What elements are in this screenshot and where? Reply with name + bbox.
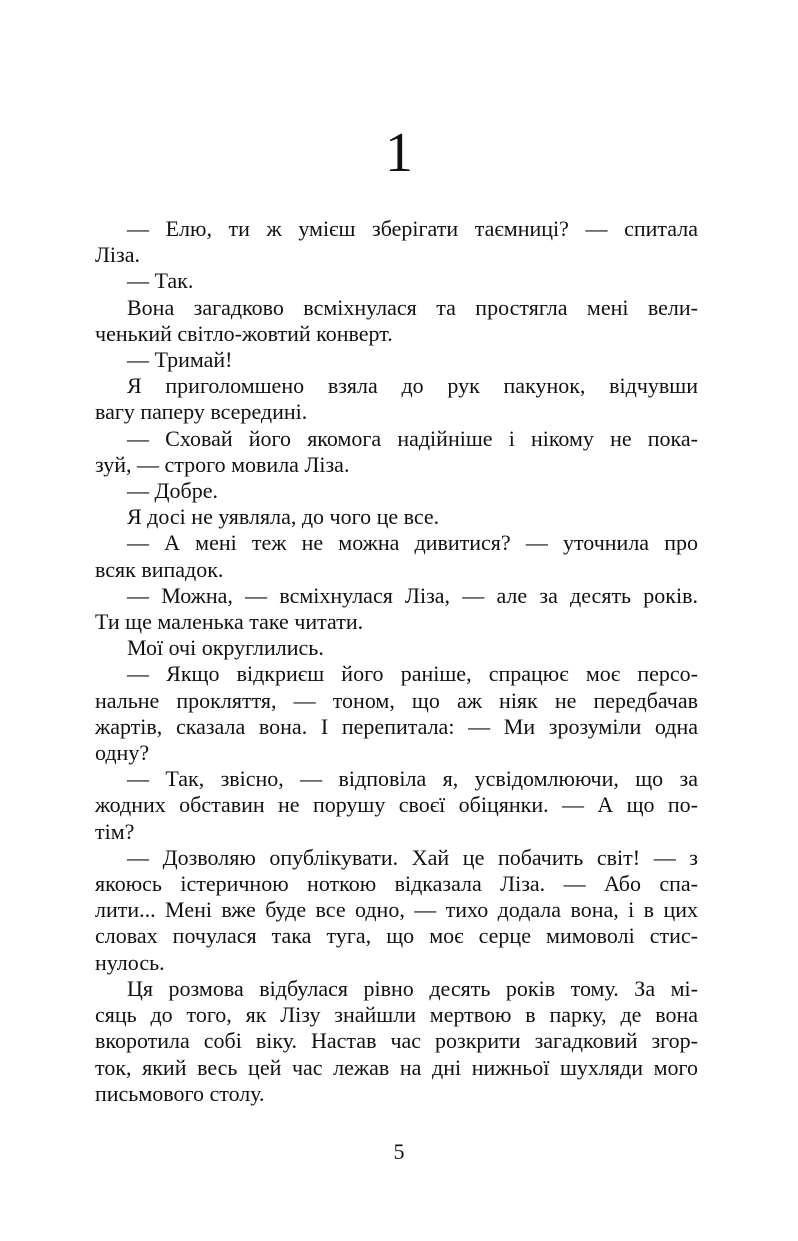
text-line: Вона загадково всміхнулася та простягла мені вели- (127, 294, 698, 320)
text-line: — Тримай! (127, 347, 233, 373)
chapter-number: 1 (385, 122, 413, 184)
text-line: — Якщо відкриєш його раніше, спрацює моє персо- (127, 661, 698, 687)
paragraph (95, 216, 698, 268)
paragraph (95, 976, 698, 1107)
paragraph (95, 530, 698, 582)
paragraph (95, 583, 698, 635)
text-line: лити... Мені вже буде все одно, — тихо додала вона, і в цих (95, 897, 698, 923)
text-line: якоюсь істеричною ноткою відказала Ліза. — Або спа- (95, 871, 698, 897)
text-line: Я досі не уявляла, до чого це все. (127, 504, 440, 530)
text-line: ток, який весь цей час лежав на дні нижньої шухляди мого (95, 1054, 698, 1080)
text-line: ченький світло-жовтий конверт. (95, 320, 393, 346)
text-line: Мої очі округлились. (127, 635, 324, 661)
text-line: — А мені теж не можна дивитися? — уточнила про (127, 530, 698, 556)
text-line: — Сховай його якомога надійніше і нікому не пока- (127, 425, 698, 451)
text-line: — Добре. (127, 478, 218, 504)
text-line: нальне прокляття, — тоном, що аж ніяк не передбачав (95, 687, 698, 713)
paragraph (95, 845, 698, 976)
text-line: Ліза. (95, 242, 140, 268)
text-line: зуй, — строго мовила Ліза. (95, 451, 350, 477)
paragraph (95, 478, 698, 504)
text-line: письмового столу. (95, 1080, 265, 1106)
text-line: сяць до того, як Лізу знайшли мертвою в парку, де вона (95, 1002, 698, 1028)
text-line: жартів, сказала вона. І перепитала: — Ми зрозуміли одна (95, 713, 698, 739)
paragraph (95, 504, 698, 530)
text-line: всяк випадок. (95, 556, 224, 582)
text-line: вкоротила собі віку. Настав час розкрити загадковий згор- (95, 1028, 698, 1054)
text-line: жодних обставин не порушу своєї обіцянки. — А що по- (95, 792, 698, 818)
paragraph (95, 347, 698, 373)
text-line: тім? (95, 818, 135, 844)
paragraph (95, 426, 698, 478)
paragraph (95, 295, 698, 347)
text-line: — Так. (127, 268, 194, 294)
text-line: — Дозволяю опублікувати. Хай це побачить світ! — з (127, 844, 698, 870)
paragraph (95, 373, 698, 425)
chapter-body-text (95, 216, 698, 1107)
text-line: Ця розмова відбулася рівно десять років тому. За мі- (127, 975, 698, 1001)
paragraph (95, 661, 698, 766)
text-line: Я приголомшено взяла до рук пакунок, відчувши (127, 373, 698, 399)
text-line: вагу паперу всередині. (95, 399, 308, 425)
paragraph (95, 268, 698, 294)
paragraph (95, 766, 698, 845)
paragraph (95, 635, 698, 661)
text-line: нулось. (95, 949, 165, 975)
page-number: 5 (393, 1139, 405, 1164)
text-line: — Елю, ти ж умієш зберігати таємниці? — спитала (127, 216, 698, 241)
text-line: — Так, звісно, — відповіла я, усвідомлюючи, що за (127, 766, 698, 792)
text-line: одну? (95, 740, 150, 766)
text-line: Ти ще маленька таке читати. (95, 609, 364, 635)
text-line: — Можна, — всміхнулася Ліза, — але за десять років. (127, 582, 698, 608)
text-line: словах почулася така туга, що моє серце мимоволі стис- (95, 923, 698, 949)
